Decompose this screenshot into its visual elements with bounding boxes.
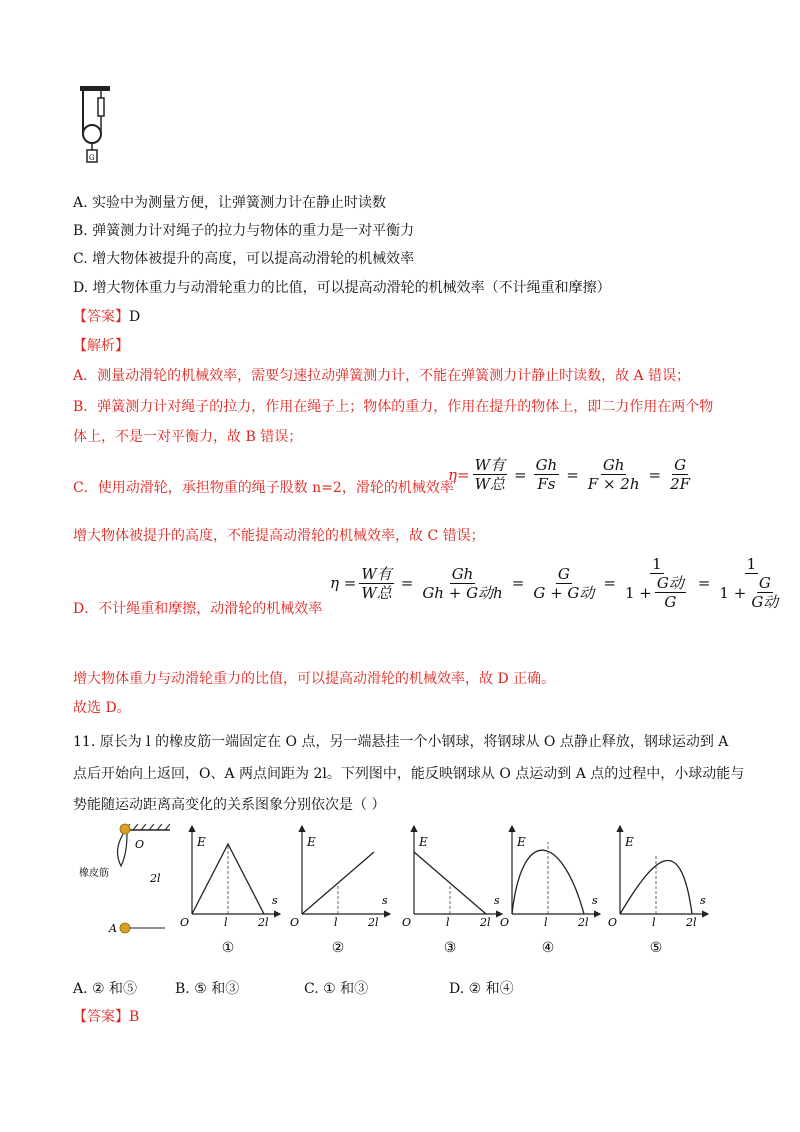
graph-2l-label: 2l	[480, 916, 491, 929]
graph-e-label: E	[307, 835, 316, 849]
q10-option-d: D. 增大物体重力与动滑轮重力的比值，可以提高动滑轮的机械效率（不计绳重和摩擦）	[73, 280, 611, 296]
graph-number: ⑤	[649, 940, 663, 956]
graph-e-label: E	[517, 835, 526, 849]
q10-analysis-c2: 增大物体被提升的高度，不能提高动滑轮的机械效率，故 C 错误；	[73, 528, 485, 544]
q11-text-line2: 点后开始向上返回，O、A 两点间距为 2l。下列图中，能反映钢球从 O 点运动到 A 点的过程中，小球动能与	[73, 766, 745, 782]
efficiency-formula-d: η = $\frac{\text{W有}}{\text{W总}}$ = $\frac{Gh}{\text{Gh + G动h}}$ = $\frac{G}{\text{G + G动}}$ = 1 1 + $\frac{\text{G动}}{G}$ = 1 1 + $\frac{G}{\text{G动}}$	[330, 555, 779, 611]
graph-s-label: s	[382, 894, 388, 907]
graph-l-label: l	[224, 916, 228, 929]
graph-2l-label: 2l	[686, 916, 697, 929]
graph-origin-label: O	[500, 916, 510, 929]
graph-number: ③	[443, 940, 457, 956]
q10-analysis-label: 【解析】	[73, 338, 129, 354]
graph-number: ①	[221, 940, 235, 956]
q10-analysis-d2: 增大物体重力与动滑轮重力的比值，可以提高动滑轮的机械效率，故 D 正确。	[73, 671, 556, 687]
q11-option-a: A. ② 和⑤	[73, 981, 138, 997]
q10-option-a: A. 实验中为测量方便，让弹簧测力计在静止时读数	[73, 195, 387, 211]
energy-graphs	[180, 818, 720, 968]
graph-number: ②	[331, 940, 345, 956]
q11-option-c: C. ① 和③	[304, 981, 369, 997]
q10-option-c: C. 增大物体被提升的高度，可以提高动滑轮的机械效率	[73, 251, 415, 267]
svg-text:橡皮筋: 橡皮筋	[79, 868, 109, 879]
graph-origin-label: O	[402, 916, 412, 929]
q10-conclusion: 故选 D。	[73, 700, 131, 716]
graph-e-label: E	[419, 835, 428, 849]
q11-text-line1: 11. 原长为 l 的橡皮筋一端固定在 O 点，另一端悬挂一个小钢球，将钢球从 O 点静止释放，钢球运动到 A	[73, 734, 729, 750]
graph-e-label: E	[625, 835, 634, 849]
q10-analysis-b2: 体上，不是一对平衡力，故 B 错误；	[73, 429, 303, 445]
graph-s-label: s	[494, 894, 500, 907]
q10-option-b: B. 弹簧测力计对绳子的拉力与物体的重力是一对平衡力	[73, 223, 415, 239]
graph-l-label: l	[652, 916, 656, 929]
q10-analysis-a: A．测量动滑轮的机械效率，需要匀速拉动弹簧测力计，不能在弹簧测力计静止时读数，故 A 错误；	[73, 368, 691, 384]
svg-text:G: G	[89, 154, 95, 162]
q10-answer: 【答案】D	[73, 309, 141, 325]
graph-s-label: s	[272, 894, 278, 907]
graph-s-label: s	[700, 894, 706, 907]
graph-2l-label: 2l	[258, 916, 269, 929]
graph-2l-label: 2l	[578, 916, 589, 929]
efficiency-formula-c: η= $\frac{\text{W有}}{\text{W总}}$ = $\frac{Gh}{Fs}$ = $\frac{Gh}{F \times 2h}$ = $\frac{G}{2F}$	[448, 456, 691, 493]
q11-text-line3: 势能随运动距离高变化的关系图象分别依次是（ ）	[73, 797, 386, 813]
graph-origin-label: O	[180, 916, 190, 929]
svg-text:O: O	[135, 838, 145, 851]
graph-l-label: l	[334, 916, 338, 929]
q10-analysis-c: C．使用动滑轮，承担物重的绳子股数 n=2，滑轮的机械效率	[73, 480, 454, 496]
q11-option-d: D. ② 和④	[449, 981, 514, 997]
pulley-figure	[80, 86, 114, 166]
svg-text:2l: 2l	[150, 872, 161, 885]
graph-l-label: l	[544, 916, 548, 929]
q11-answer: 【答案】B	[73, 1009, 140, 1025]
q10-analysis-d: D．不计绳重和摩擦，动滑轮的机械效率	[73, 601, 323, 617]
graph-s-label: s	[592, 894, 598, 907]
q11-option-b: B. ⑤ 和③	[175, 981, 240, 997]
graph-2l-label: 2l	[368, 916, 379, 929]
graph-l-label: l	[446, 916, 450, 929]
q10-analysis-b1: B．弹簧测力计对绳子的拉力，作用在绳子上；物体的重力，作用在提升的物体上，即二力作用在两个物	[73, 399, 714, 415]
graph-number: ④	[541, 940, 555, 956]
rubber-band-figure	[75, 820, 175, 940]
graph-origin-label: O	[608, 916, 618, 929]
graph-origin-label: O	[290, 916, 300, 929]
svg-text:A: A	[109, 922, 117, 935]
graph-e-label: E	[197, 835, 206, 849]
